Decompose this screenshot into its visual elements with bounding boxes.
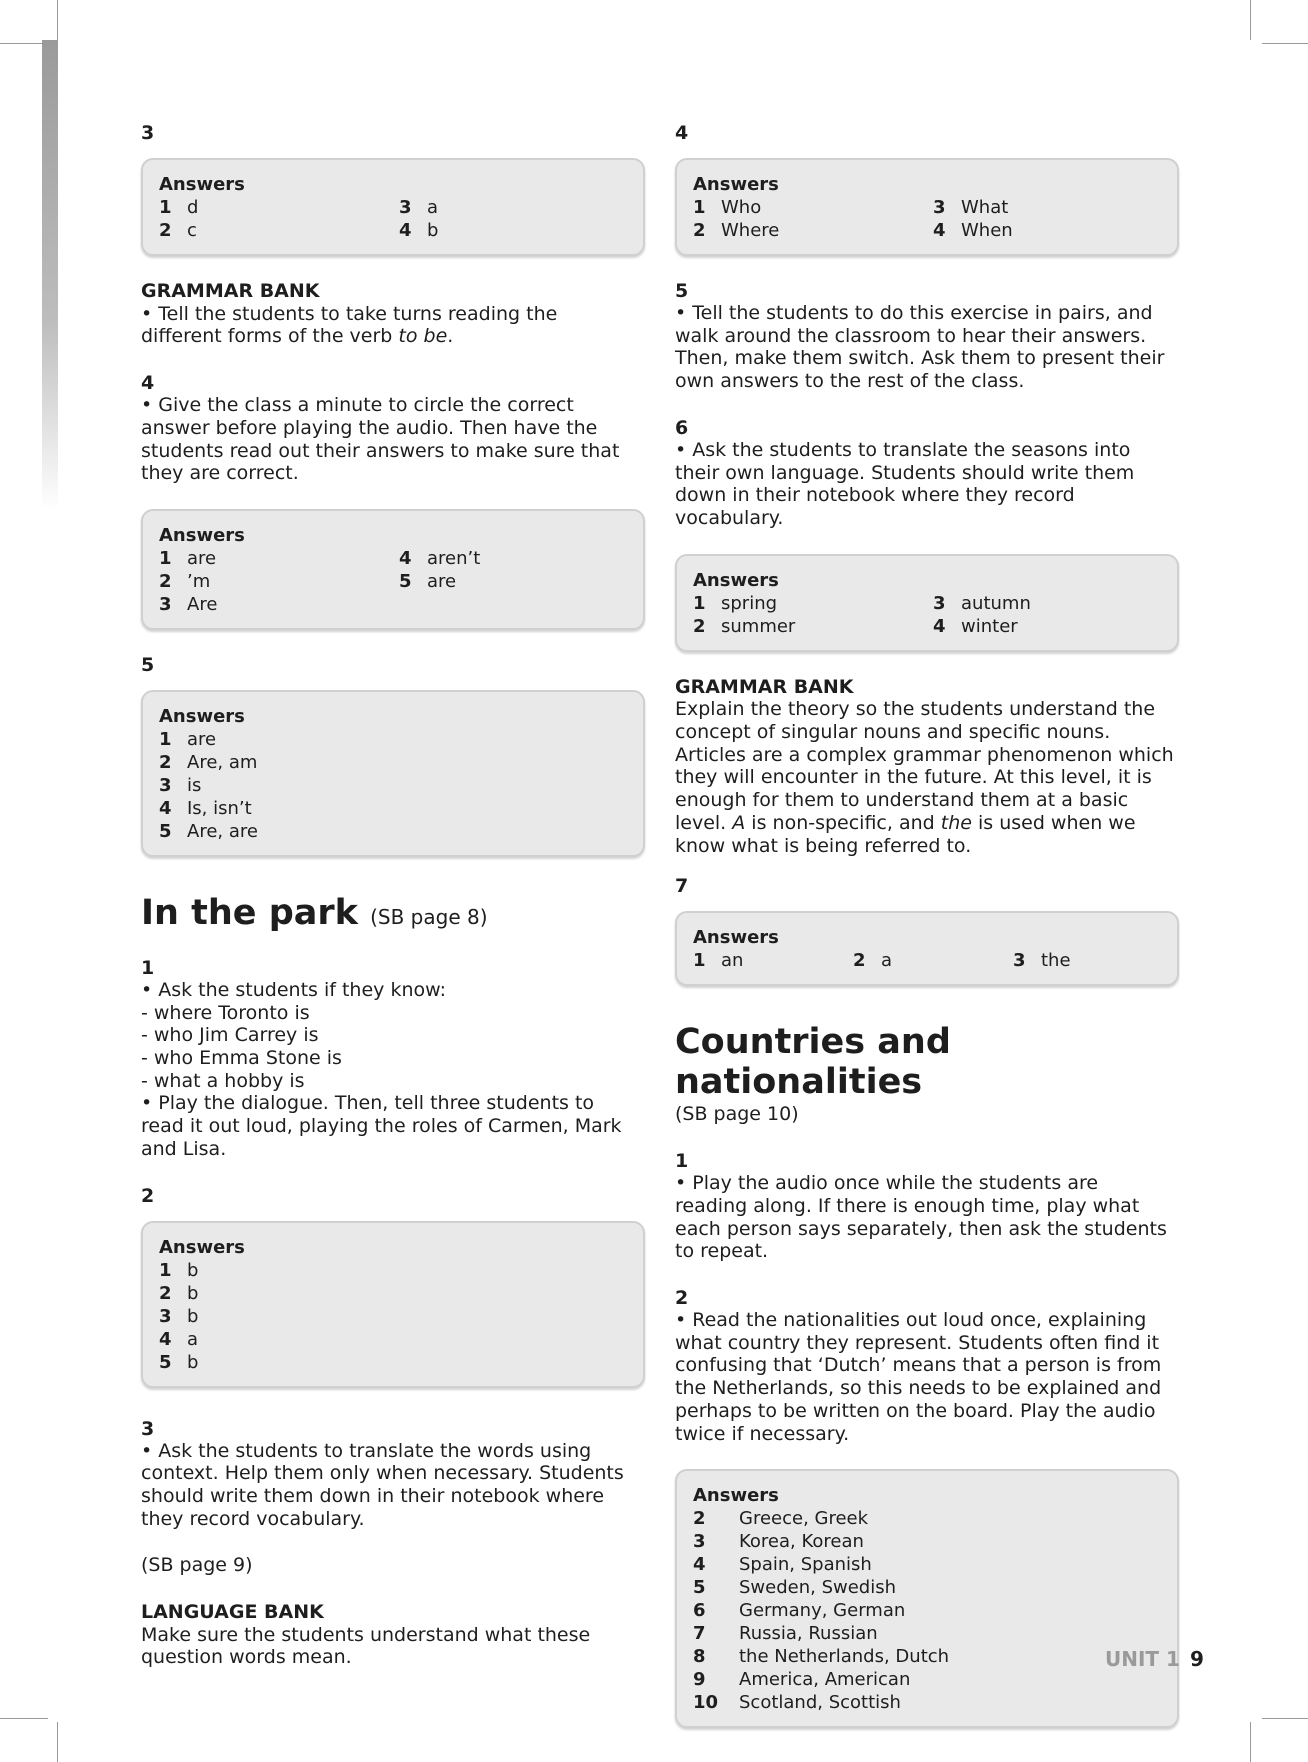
language-bank-text: Make sure the students understand what these question words mean.	[141, 1623, 591, 1669]
crop-mark	[0, 1718, 48, 1719]
exercise-text: • Ask the students to translate the words using context. Help them only when necessary. Students should write them down in their notebook where they record vocabulary.	[141, 1439, 624, 1530]
answer-item: 4 Is, isn’t	[159, 797, 252, 819]
section-title: Countries and nationalities	[675, 1022, 951, 1103]
side-binding-bar	[42, 40, 58, 510]
answers-box	[675, 158, 1179, 256]
answer-item: 5 Sweden, Swedish	[693, 1577, 897, 1599]
exercise-number: 5	[141, 653, 155, 676]
answers-box	[141, 1221, 645, 1388]
answer-item: 1 are	[159, 728, 217, 750]
answer-item: 8 the Netherlands, Dutch	[693, 1646, 950, 1668]
sb-page-ref: (SB page 9)	[141, 1554, 253, 1577]
answer-item: 3 b	[159, 1305, 199, 1327]
answer-item: 4 a	[159, 1328, 199, 1350]
answer-item: 1 are	[159, 547, 217, 569]
answer-item: 2 c	[159, 220, 197, 241]
exercise-number: 5	[675, 280, 689, 302]
answers-title: Answers	[159, 1236, 245, 1258]
answer-item: 10 Scotland, Scottish	[693, 1692, 901, 1714]
exercise-number: 3	[141, 122, 155, 144]
answers-title: Answers	[159, 524, 245, 546]
section-subtitle: (SB page 10)	[675, 1103, 799, 1126]
answer-item: 3 autumn	[933, 592, 1031, 614]
crop-mark	[57, 0, 58, 40]
section-title: In the park (SB page 8)	[141, 892, 488, 933]
answer-item: 2 b	[159, 1282, 199, 1304]
exercise-number: 6	[675, 416, 689, 439]
page-footer	[1105, 1647, 1204, 1671]
unit-label: UNIT 1	[1105, 1647, 1180, 1671]
answer-item: 3 a	[399, 197, 439, 218]
answers-title: Answers	[693, 174, 779, 195]
answers-title: Answers	[693, 569, 779, 591]
answer-item: 9 America, American	[693, 1669, 911, 1691]
answers-box	[141, 158, 645, 256]
exercise-text: • Read the nationalities out loud once, explaining what country they represent. Students often find it confusing that ‘Dutch’ means that a person is from the Netherlands, so this needs to be explained and perhaps to be written on the board. Play the audio twice if necessary.	[675, 1309, 1162, 1445]
answer-item: 2 summer	[693, 615, 796, 637]
answers-title: Answers	[693, 1485, 779, 1507]
crop-mark	[1250, 1722, 1251, 1762]
grammar-bank-heading: GRAMMAR BANK	[675, 675, 854, 698]
exercise-number: 2	[675, 1287, 689, 1310]
answers-title: Answers	[159, 705, 245, 727]
answer-item: 3 is	[159, 774, 202, 796]
crop-mark	[1250, 0, 1251, 40]
exercise-number: 4	[141, 372, 155, 395]
crop-mark	[1262, 43, 1308, 44]
exercise-text: • Ask the students if they know: - where Toronto is - who Jim Carrey is - who Emma Stone is - what a hobby is • Play the dialogue. Then, tell three students to read it out loud, playing the roles of Carmen, Mark and Lisa.	[141, 978, 622, 1160]
section-subtitle: (SB page 8)	[370, 904, 488, 929]
answers-box	[675, 554, 1179, 652]
answers-box	[675, 1469, 1179, 1728]
answer-item: 1 b	[159, 1259, 199, 1281]
crop-mark	[0, 43, 48, 44]
language-bank-heading: LANGUAGE BANK	[141, 1601, 324, 1624]
exercise-number: 1	[141, 956, 155, 979]
answer-item: 6 Germany, German	[693, 1600, 906, 1622]
answer-item: 2 Greece, Greek	[693, 1508, 869, 1530]
answer-item: 5 are	[399, 570, 457, 592]
answer-item: 2 ’m	[159, 570, 211, 592]
answer-item: 4 b	[399, 220, 439, 241]
exercise-number: 2	[141, 1184, 155, 1207]
answers-title: Answers	[159, 174, 245, 195]
answer-item: 1 d	[159, 197, 199, 218]
exercise-number: 1	[675, 1150, 689, 1173]
left-column	[141, 122, 641, 1669]
answer-item: 2 a	[853, 950, 893, 972]
answer-item: 5 b	[159, 1351, 199, 1373]
answer-item: 4 winter	[933, 615, 1018, 637]
answer-item: 3 What	[933, 197, 1009, 218]
answer-item: 1 spring	[693, 592, 778, 614]
answer-item: 2 Where	[693, 220, 780, 241]
exercise-number: 7	[675, 875, 689, 898]
exercise-text: • Play the audio once while the students are reading along. If there is enough time, play what each person says separately, then ask the students to repeat.	[675, 1172, 1167, 1263]
answer-item: 2 Are, am	[159, 751, 258, 773]
exercise-text: • Tell the students to do this exercise in pairs, and walk around the classroom to hear their answers. Then, make them switch. Ask them to present their own answers to the rest of the class.	[675, 302, 1165, 393]
exercise-number: 4	[675, 122, 689, 144]
answer-item: 4 Spain, Spanish	[693, 1554, 872, 1576]
answers-box	[141, 690, 645, 857]
answer-item: 1 Who	[693, 197, 762, 218]
exercise-text: • Give the class a minute to circle the correct answer before playing the audio. Then have the students read out their answers to make sure that they are correct.	[141, 394, 620, 485]
answer-item: 3 the	[1013, 950, 1071, 972]
exercise-text: • Ask the students to translate the seasons into their own language. Students should write them down in their notebook where they record vocabulary.	[675, 438, 1135, 529]
answer-item: 1 an	[693, 950, 744, 972]
answer-item: 7 Russia, Russian	[693, 1623, 878, 1645]
page-number: 9	[1189, 1647, 1204, 1671]
answer-item: 3 Are	[159, 593, 218, 615]
answer-item: 4 aren’t	[399, 547, 481, 569]
answer-item: 3 Korea, Korean	[693, 1531, 864, 1553]
grammar-bank-heading: GRAMMAR BANK	[141, 280, 320, 302]
answer-item: 4 When	[933, 220, 1013, 241]
grammar-bank-text: Explain the theory so the students understand the concept of singular nouns and specific nouns. Articles are a complex grammar phenomenon which they will encounter in the future. At this level, it is enough for them to understand them at a basic level. A is non-specific, and the is used when we know what is being referred to.	[675, 698, 1174, 857]
answers-box	[141, 509, 645, 630]
exercise-number: 3	[141, 1417, 155, 1440]
answers-title: Answers	[693, 927, 779, 949]
crop-mark	[1262, 1718, 1308, 1719]
grammar-bank-text: • Tell the students to take turns reading the different forms of the verb to be.	[141, 302, 558, 348]
answer-item: 5 Are, are	[159, 820, 258, 842]
crop-mark	[57, 1722, 58, 1762]
right-column	[675, 122, 1175, 1728]
answers-box	[675, 911, 1179, 986]
